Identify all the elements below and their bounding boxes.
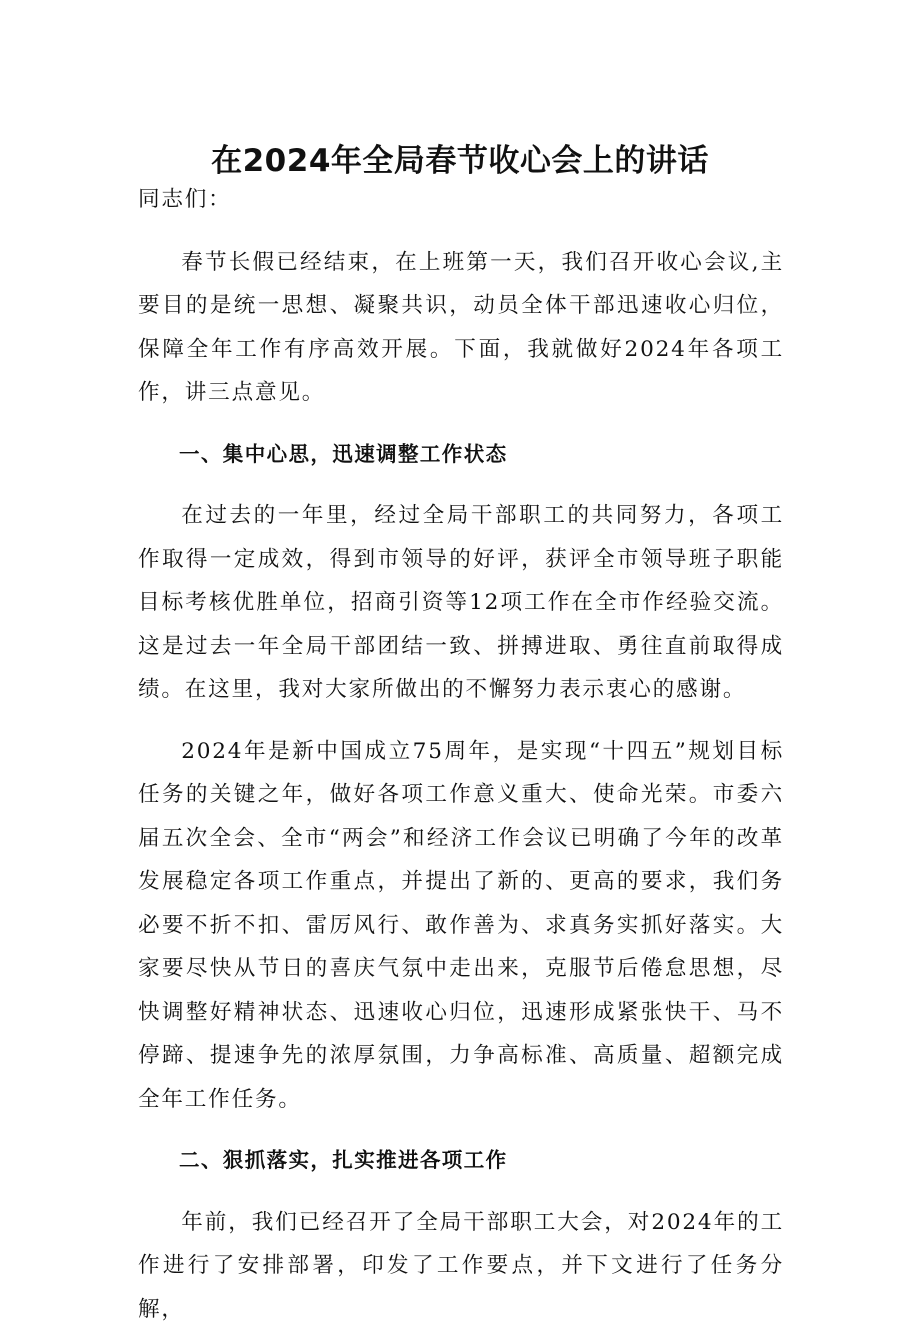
section1-paragraph-2: 2024年是新中国成立75周年，是实现“十四五”规划目标任务的关键之年，做好各项工作意义重大、使命光荣。市委六届五次全会、全市“两会”和经济工作会议已明确了今年的改革发展稳定各项工作重点，并提出了新的、更高的要求，我们务必要不折不扣、雷厉风行、敢作善为、求真务实抓好落实。大家要尽快从节日的喜庆气氛中走出来，克服节后倦怠思想，尽快调整好精神状态、迅速收心归位，迅速形成紧张快干、马不停蹄、提速争先的浓厚氛围，力争高标准、高质量、超额完成全年工作任务。 <box>138 730 784 1122</box>
greeting: 同志们： <box>138 178 784 222</box>
section2-paragraph-1: 年前，我们已经召开了全局干部职工大会，对2024年的工作进行了安排部署，印发了工作要点，并下文进行了任务分解， <box>138 1201 784 1331</box>
document-title: 在2024年全局春节收心会上的讲话 <box>0 133 920 189</box>
section-heading-2: 二、狠抓落实，扎实推进各项工作 <box>138 1139 784 1183</box>
section1-paragraph-1: 在过去的一年里，经过全局干部职工的共同努力，各项工作取得一定成效，得到市领导的好评，获评全市领导班子职能目标考核优胜单位，招商引资等12项工作在全市作经验交流。这是过去一年全局干部团结一致、拼搏进取、勇往直前取得成绩。在这里，我对大家所做出的不懈努力表示衷心的感谢。 <box>138 494 784 712</box>
intro-paragraph: 春节长假已经结束，在上班第一天，我们召开收心会议,主要目的是统一思想、凝聚共识，动员全体干部迅速收心归位，保障全年工作有序高效开展。下面，我就做好2024年各项工作，讲三点意见。 <box>138 241 784 415</box>
section-heading-1: 一、集中心思，迅速调整工作状态 <box>138 433 784 477</box>
document-body <box>138 178 784 1331</box>
